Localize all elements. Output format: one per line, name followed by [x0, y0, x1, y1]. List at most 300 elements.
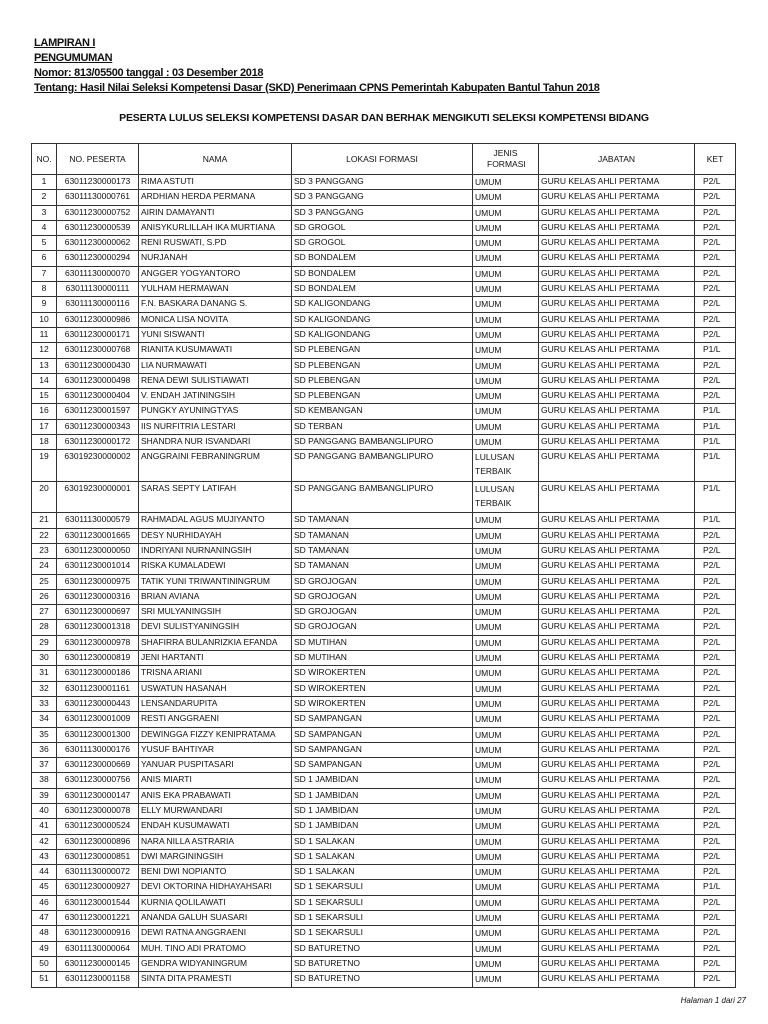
table-row	[32, 205, 736, 220]
cell-nama: RIANITA KUSUMAWATI	[139, 343, 292, 358]
col-header-nama: NAMA	[139, 144, 292, 175]
cell-no-peserta: 63011230001014	[57, 559, 139, 574]
cell-jenis: UMUM	[473, 589, 539, 604]
cell-nama: SHAFIRRA BULANRIZKIA EFANDA	[139, 635, 292, 650]
cell-jabatan: GURU KELAS AHLI PERTAMA	[539, 404, 695, 419]
table-row	[32, 574, 736, 589]
cell-no: 49	[32, 941, 57, 956]
cell-no: 13	[32, 358, 57, 373]
table-row	[32, 282, 736, 297]
cell-ket: P2/L	[695, 696, 736, 711]
cell-nama: JENI HARTANTI	[139, 651, 292, 666]
table-row	[32, 880, 736, 895]
cell-nama: RISKA KUMALADEWI	[139, 559, 292, 574]
cell-no-peserta: 63011230000498	[57, 373, 139, 388]
cell-ket: P2/L	[695, 312, 736, 327]
cell-jabatan: GURU KELAS AHLI PERTAMA	[539, 712, 695, 727]
cell-ket: P1/L	[695, 513, 736, 528]
cell-nama: RAHMADAL AGUS MUJIYANTO	[139, 513, 292, 528]
cell-no: 10	[32, 312, 57, 327]
cell-lokasi: SD PLEBENGAN	[292, 389, 473, 404]
cell-ket: P2/L	[695, 865, 736, 880]
cell-nama: ANISYKURLILLAH IKA MURTIANA	[139, 220, 292, 235]
table-row	[32, 727, 736, 742]
cell-jabatan: GURU KELAS AHLI PERTAMA	[539, 773, 695, 788]
cell-jabatan: GURU KELAS AHLI PERTAMA	[539, 450, 695, 482]
cell-nama: RIMA ASTUTI	[139, 175, 292, 190]
cell-lokasi: SD SAMPANGAN	[292, 727, 473, 742]
table-row	[32, 620, 736, 635]
cell-no-peserta: 63011230000173	[57, 175, 139, 190]
cell-ket: P1/L	[695, 419, 736, 434]
cell-jabatan: GURU KELAS AHLI PERTAMA	[539, 190, 695, 205]
cell-nama: IIS NURFITRIA LESTARI	[139, 419, 292, 434]
cell-ket: P1/L	[695, 880, 736, 895]
cell-jenis: UMUM	[473, 312, 539, 327]
cell-lokasi: SD BATURETNO	[292, 972, 473, 987]
cell-nama: DESY NURHIDAYAH	[139, 528, 292, 543]
cell-no: 38	[32, 773, 57, 788]
cell-jenis: UMUM	[473, 727, 539, 742]
cell-no: 23	[32, 543, 57, 558]
table-row	[32, 696, 736, 711]
cell-jenis: UMUM	[473, 205, 539, 220]
cell-jabatan: GURU KELAS AHLI PERTAMA	[539, 481, 695, 513]
cell-no: 51	[32, 972, 57, 987]
cell-no-peserta: 63011230001161	[57, 681, 139, 696]
cell-nama: ELLY MURWANDARI	[139, 803, 292, 818]
cell-ket: P2/L	[695, 190, 736, 205]
cell-ket: P2/L	[695, 543, 736, 558]
cell-nama: YUSUF BAHTIYAR	[139, 742, 292, 757]
table-row	[32, 926, 736, 941]
cell-no-peserta: 63011230000768	[57, 343, 139, 358]
cell-lokasi: SD TAMANAN	[292, 528, 473, 543]
cell-ket: P1/L	[695, 481, 736, 513]
cell-ket: P2/L	[695, 819, 736, 834]
table-row	[32, 419, 736, 434]
table-row	[32, 528, 736, 543]
table-row	[32, 956, 736, 971]
cell-nama: MUH. TINO ADI PRATOMO	[139, 941, 292, 956]
cell-jenis: UMUM	[473, 358, 539, 373]
cell-no: 33	[32, 696, 57, 711]
cell-no: 46	[32, 895, 57, 910]
cell-nama: GENDRA WIDYANINGRUM	[139, 956, 292, 971]
cell-ket: P2/L	[695, 788, 736, 803]
cell-ket: P2/L	[695, 528, 736, 543]
cell-no: 8	[32, 282, 57, 297]
cell-jabatan: GURU KELAS AHLI PERTAMA	[539, 175, 695, 190]
cell-jenis: UMUM	[473, 972, 539, 987]
cell-no-peserta: 63011230001665	[57, 528, 139, 543]
cell-no-peserta: 63011230000078	[57, 803, 139, 818]
cell-no-peserta: 63011230000062	[57, 236, 139, 251]
cell-no-peserta: 63011230001221	[57, 911, 139, 926]
cell-ket: P2/L	[695, 251, 736, 266]
cell-lokasi: SD BATURETNO	[292, 956, 473, 971]
cell-jenis: UMUM	[473, 528, 539, 543]
table-row	[32, 651, 736, 666]
cell-ket: P2/L	[695, 635, 736, 650]
cell-ket: P2/L	[695, 266, 736, 281]
cell-ket: P2/L	[695, 574, 736, 589]
cell-ket: P2/L	[695, 559, 736, 574]
cell-no-peserta: 63011230000443	[57, 696, 139, 711]
cell-jenis: UMUM	[473, 788, 539, 803]
cell-no: 32	[32, 681, 57, 696]
cell-nama: USWATUN HASANAH	[139, 681, 292, 696]
table-row	[32, 481, 736, 513]
cell-no: 40	[32, 803, 57, 818]
table-row	[32, 358, 736, 373]
cell-no: 45	[32, 880, 57, 895]
cell-lokasi: SD TAMANAN	[292, 559, 473, 574]
cell-ket: P2/L	[695, 282, 736, 297]
cell-ket: P2/L	[695, 297, 736, 312]
table-row	[32, 220, 736, 235]
cell-nama: SARAS SEPTY LATIFAH	[139, 481, 292, 513]
cell-nama: SINTA DITA PRAMESTI	[139, 972, 292, 987]
table-row	[32, 911, 736, 926]
cell-jabatan: GURU KELAS AHLI PERTAMA	[539, 926, 695, 941]
cell-ket: P2/L	[695, 742, 736, 757]
cell-no: 29	[32, 635, 57, 650]
cell-jabatan: GURU KELAS AHLI PERTAMA	[539, 803, 695, 818]
cell-lokasi: SD PLEBENGAN	[292, 358, 473, 373]
cell-nama: PUNGKY AYUNINGTYAS	[139, 404, 292, 419]
cell-no-peserta: 63011230000186	[57, 666, 139, 681]
cell-jenis: UMUM	[473, 742, 539, 757]
cell-no: 31	[32, 666, 57, 681]
cell-lokasi: SD 1 SALAKAN	[292, 834, 473, 849]
cell-no-peserta: 63011230000986	[57, 312, 139, 327]
cell-jenis: UMUM	[473, 865, 539, 880]
cell-no-peserta: 63011130000761	[57, 190, 139, 205]
cell-jabatan: GURU KELAS AHLI PERTAMA	[539, 727, 695, 742]
cell-nama: RENI RUSWATI, S.PD	[139, 236, 292, 251]
cell-no: 25	[32, 574, 57, 589]
table-header-row	[32, 144, 736, 175]
cell-jabatan: GURU KELAS AHLI PERTAMA	[539, 589, 695, 604]
table-row	[32, 297, 736, 312]
cell-jenis: UMUM	[473, 513, 539, 528]
cell-no-peserta: 63011230000316	[57, 589, 139, 604]
cell-no: 15	[32, 389, 57, 404]
table-body	[32, 175, 736, 988]
cell-no: 17	[32, 419, 57, 434]
cell-lokasi: SD GROJOGAN	[292, 574, 473, 589]
cell-no: 11	[32, 327, 57, 342]
cell-no-peserta: 63011230000147	[57, 788, 139, 803]
cell-nama: DEVI SULISTYANINGSIH	[139, 620, 292, 635]
cell-ket: P2/L	[695, 175, 736, 190]
cell-jenis: LULUSAN TERBAIK	[473, 450, 539, 482]
cell-jenis: UMUM	[473, 251, 539, 266]
cell-lokasi: SD 3 PANGGANG	[292, 205, 473, 220]
cell-nama: TRISNA ARIANI	[139, 666, 292, 681]
cell-lokasi: SD 1 JAMBIDAN	[292, 773, 473, 788]
table-row	[32, 773, 736, 788]
cell-no: 50	[32, 956, 57, 971]
cell-no-peserta: 63011230000145	[57, 956, 139, 971]
cell-no: 37	[32, 758, 57, 773]
cell-nama: LIA NURMAWATI	[139, 358, 292, 373]
cell-nama: MONICA LISA NOVITA	[139, 312, 292, 327]
cell-nama: SRI MULYANINGSIH	[139, 605, 292, 620]
cell-no: 20	[32, 481, 57, 513]
cell-lokasi: SD 3 PANGGANG	[292, 190, 473, 205]
cell-jabatan: GURU KELAS AHLI PERTAMA	[539, 849, 695, 864]
cell-ket: P2/L	[695, 941, 736, 956]
cell-jabatan: GURU KELAS AHLI PERTAMA	[539, 819, 695, 834]
cell-jenis: UMUM	[473, 911, 539, 926]
cell-nama: YUNI SISWANTI	[139, 327, 292, 342]
cell-jabatan: GURU KELAS AHLI PERTAMA	[539, 605, 695, 620]
cell-lokasi: SD 1 SEKARSULI	[292, 880, 473, 895]
cell-no-peserta: 63011230000430	[57, 358, 139, 373]
cell-jenis: UMUM	[473, 419, 539, 434]
cell-jabatan: GURU KELAS AHLI PERTAMA	[539, 758, 695, 773]
cell-nama: LENSANDARUPITA	[139, 696, 292, 711]
cell-jenis: UMUM	[473, 651, 539, 666]
cell-jabatan: GURU KELAS AHLI PERTAMA	[539, 266, 695, 281]
cell-nama: NARA NILLA ASTRARIA	[139, 834, 292, 849]
cell-no: 3	[32, 205, 57, 220]
cell-jenis: UMUM	[473, 712, 539, 727]
cell-lokasi: SD 1 SALAKAN	[292, 865, 473, 880]
table-row	[32, 865, 736, 880]
cell-jenis: UMUM	[473, 681, 539, 696]
cell-ket: P2/L	[695, 926, 736, 941]
cell-jenis: UMUM	[473, 404, 539, 419]
cell-jabatan: GURU KELAS AHLI PERTAMA	[539, 941, 695, 956]
cell-ket: P2/L	[695, 803, 736, 818]
cell-no: 39	[32, 788, 57, 803]
cell-no-peserta: 63011230000975	[57, 574, 139, 589]
cell-no: 19	[32, 450, 57, 482]
cell-lokasi: SD MUTIHAN	[292, 651, 473, 666]
cell-no: 16	[32, 404, 57, 419]
cell-lokasi: SD BONDALEM	[292, 282, 473, 297]
cell-lokasi: SD GROJOGAN	[292, 589, 473, 604]
cell-lokasi: SD GROGOL	[292, 236, 473, 251]
document-header	[34, 36, 600, 96]
table-row	[32, 513, 736, 528]
table-row	[32, 175, 736, 190]
table-row	[32, 788, 736, 803]
cell-jabatan: GURU KELAS AHLI PERTAMA	[539, 343, 695, 358]
cell-ket: P2/L	[695, 327, 736, 342]
table-row	[32, 404, 736, 419]
cell-nama: RESTI ANGGRAENI	[139, 712, 292, 727]
cell-jenis: UMUM	[473, 773, 539, 788]
cell-no: 21	[32, 513, 57, 528]
cell-nama: DEWI RATNA ANGGRAENI	[139, 926, 292, 941]
cell-jabatan: GURU KELAS AHLI PERTAMA	[539, 834, 695, 849]
cell-lokasi: SD WIROKERTEN	[292, 696, 473, 711]
table-row	[32, 712, 736, 727]
cell-jenis: UMUM	[473, 559, 539, 574]
cell-no: 1	[32, 175, 57, 190]
col-header-jenis: JENIS FORMASI	[473, 144, 539, 175]
cell-jenis: UMUM	[473, 635, 539, 650]
cell-no-peserta: 63019230000001	[57, 481, 139, 513]
table-row	[32, 972, 736, 987]
cell-ket: P2/L	[695, 605, 736, 620]
cell-ket: P1/L	[695, 450, 736, 482]
cell-ket: P2/L	[695, 205, 736, 220]
cell-no: 28	[32, 620, 57, 635]
cell-jabatan: GURU KELAS AHLI PERTAMA	[539, 559, 695, 574]
cell-ket: P2/L	[695, 712, 736, 727]
cell-jabatan: GURU KELAS AHLI PERTAMA	[539, 251, 695, 266]
col-header-no: NO.	[32, 144, 57, 175]
cell-ket: P2/L	[695, 373, 736, 388]
cell-jenis: UMUM	[473, 373, 539, 388]
cell-lokasi: SD TAMANAN	[292, 513, 473, 528]
cell-no-peserta: 63011230001318	[57, 620, 139, 635]
page-title: PESERTA LULUS SELEKSI KOMPETENSI DASAR DAN BERHAK MENGIKUTI SELEKSI KOMPETENSI BIDANG	[119, 112, 649, 124]
cell-nama: YULHAM HERMAWAN	[139, 282, 292, 297]
cell-jabatan: GURU KELAS AHLI PERTAMA	[539, 282, 695, 297]
cell-lokasi: SD PANGGANG BAMBANGLIPURO	[292, 435, 473, 450]
cell-lokasi: SD PLEBENGAN	[292, 343, 473, 358]
cell-jenis: UMUM	[473, 282, 539, 297]
cell-lokasi: SD 1 JAMBIDAN	[292, 803, 473, 818]
cell-no-peserta: 63011230000819	[57, 651, 139, 666]
cell-nama: AIRIN DAMAYANTI	[139, 205, 292, 220]
cell-jenis: UMUM	[473, 926, 539, 941]
cell-ket: P2/L	[695, 681, 736, 696]
cell-jabatan: GURU KELAS AHLI PERTAMA	[539, 297, 695, 312]
cell-lokasi: SD 1 SALAKAN	[292, 849, 473, 864]
cell-no-peserta: 63011230000343	[57, 419, 139, 434]
cell-nama: SHANDRA NUR ISVANDARI	[139, 435, 292, 450]
table-row	[32, 895, 736, 910]
cell-nama: YANUAR PUSPITASARI	[139, 758, 292, 773]
cell-jabatan: GURU KELAS AHLI PERTAMA	[539, 435, 695, 450]
cell-no-peserta: 63011230001158	[57, 972, 139, 987]
cell-jabatan: GURU KELAS AHLI PERTAMA	[539, 911, 695, 926]
cell-nama: TATIK YUNI TRIWANTININGRUM	[139, 574, 292, 589]
table-row	[32, 742, 736, 757]
cell-jenis: UMUM	[473, 175, 539, 190]
lampiran-label: LAMPIRAN I	[34, 37, 96, 49]
cell-jenis: UMUM	[473, 543, 539, 558]
cell-jabatan: GURU KELAS AHLI PERTAMA	[539, 236, 695, 251]
cell-jabatan: GURU KELAS AHLI PERTAMA	[539, 972, 695, 987]
cell-no-peserta: 63011230000978	[57, 635, 139, 650]
cell-jabatan: GURU KELAS AHLI PERTAMA	[539, 865, 695, 880]
nomor-line: Nomor: 813/05500 tanggal : 03 Desember 2018	[34, 67, 264, 79]
cell-jabatan: GURU KELAS AHLI PERTAMA	[539, 419, 695, 434]
table-row	[32, 266, 736, 281]
cell-nama: BRIAN AVIANA	[139, 589, 292, 604]
cell-no: 41	[32, 819, 57, 834]
cell-lokasi: SD KALIGONDANG	[292, 312, 473, 327]
cell-ket: P2/L	[695, 666, 736, 681]
cell-lokasi: SD GROGOL	[292, 220, 473, 235]
cell-ket: P2/L	[695, 773, 736, 788]
cell-jenis: UMUM	[473, 803, 539, 818]
table-row	[32, 312, 736, 327]
table-row	[32, 389, 736, 404]
cell-lokasi: SD PANGGANG BAMBANGLIPURO	[292, 450, 473, 482]
cell-no: 36	[32, 742, 57, 757]
cell-no: 48	[32, 926, 57, 941]
cell-nama: RENA DEWI SULISTIAWATI	[139, 373, 292, 388]
cell-lokasi: SD BONDALEM	[292, 251, 473, 266]
table-row	[32, 635, 736, 650]
table-row	[32, 251, 736, 266]
table-row	[32, 666, 736, 681]
cell-jenis: UMUM	[473, 266, 539, 281]
cell-no-peserta: 63011230000669	[57, 758, 139, 773]
cell-ket: P2/L	[695, 589, 736, 604]
cell-jenis: UMUM	[473, 880, 539, 895]
cell-ket: P2/L	[695, 236, 736, 251]
cell-no: 4	[32, 220, 57, 235]
cell-lokasi: SD KEMBANGAN	[292, 404, 473, 419]
cell-ket: P2/L	[695, 758, 736, 773]
table-row	[32, 941, 736, 956]
cell-no-peserta: 63011230000524	[57, 819, 139, 834]
cell-no-peserta: 63011130000176	[57, 742, 139, 757]
cell-no-peserta: 63011230000172	[57, 435, 139, 450]
cell-ket: P2/L	[695, 651, 736, 666]
cell-jenis: UMUM	[473, 327, 539, 342]
cell-no-peserta: 63011130000064	[57, 941, 139, 956]
cell-lokasi: SD WIROKERTEN	[292, 666, 473, 681]
cell-ket: P2/L	[695, 895, 736, 910]
cell-lokasi: SD MUTIHAN	[292, 635, 473, 650]
cell-jenis: UMUM	[473, 236, 539, 251]
cell-no-peserta: 63011230000697	[57, 605, 139, 620]
cell-no: 24	[32, 559, 57, 574]
cell-jabatan: GURU KELAS AHLI PERTAMA	[539, 312, 695, 327]
table-row	[32, 803, 736, 818]
cell-jabatan: GURU KELAS AHLI PERTAMA	[539, 543, 695, 558]
cell-no-peserta: 63011230000851	[57, 849, 139, 864]
cell-ket: P1/L	[695, 435, 736, 450]
cell-jenis: UMUM	[473, 620, 539, 635]
cell-jenis: UMUM	[473, 758, 539, 773]
cell-lokasi: SD TAMANAN	[292, 543, 473, 558]
tentang-line: Tentang: Hasil Nilai Seleksi Kompetensi Dasar (SKD) Penerimaan CPNS Pemerintah Kabupaten Bantul Tahun 2018	[34, 82, 600, 94]
cell-lokasi: SD SAMPANGAN	[292, 712, 473, 727]
cell-no: 6	[32, 251, 57, 266]
cell-jabatan: GURU KELAS AHLI PERTAMA	[539, 327, 695, 342]
cell-lokasi: SD 1 SEKARSULI	[292, 911, 473, 926]
cell-no: 34	[32, 712, 57, 727]
cell-no: 27	[32, 605, 57, 620]
cell-no-peserta: 63019230000002	[57, 450, 139, 482]
cell-no: 2	[32, 190, 57, 205]
cell-no-peserta: 63011230001544	[57, 895, 139, 910]
table-row	[32, 849, 736, 864]
cell-jabatan: GURU KELAS AHLI PERTAMA	[539, 574, 695, 589]
cell-jabatan: GURU KELAS AHLI PERTAMA	[539, 205, 695, 220]
table-row	[32, 236, 736, 251]
cell-lokasi: SD 1 JAMBIDAN	[292, 788, 473, 803]
cell-jabatan: GURU KELAS AHLI PERTAMA	[539, 895, 695, 910]
cell-nama: INDRIYANI NURNANINGSIH	[139, 543, 292, 558]
cell-ket: P2/L	[695, 389, 736, 404]
cell-nama: ANIS MIARTI	[139, 773, 292, 788]
cell-no: 5	[32, 236, 57, 251]
cell-nama: ANIS EKA PRABAWATI	[139, 788, 292, 803]
